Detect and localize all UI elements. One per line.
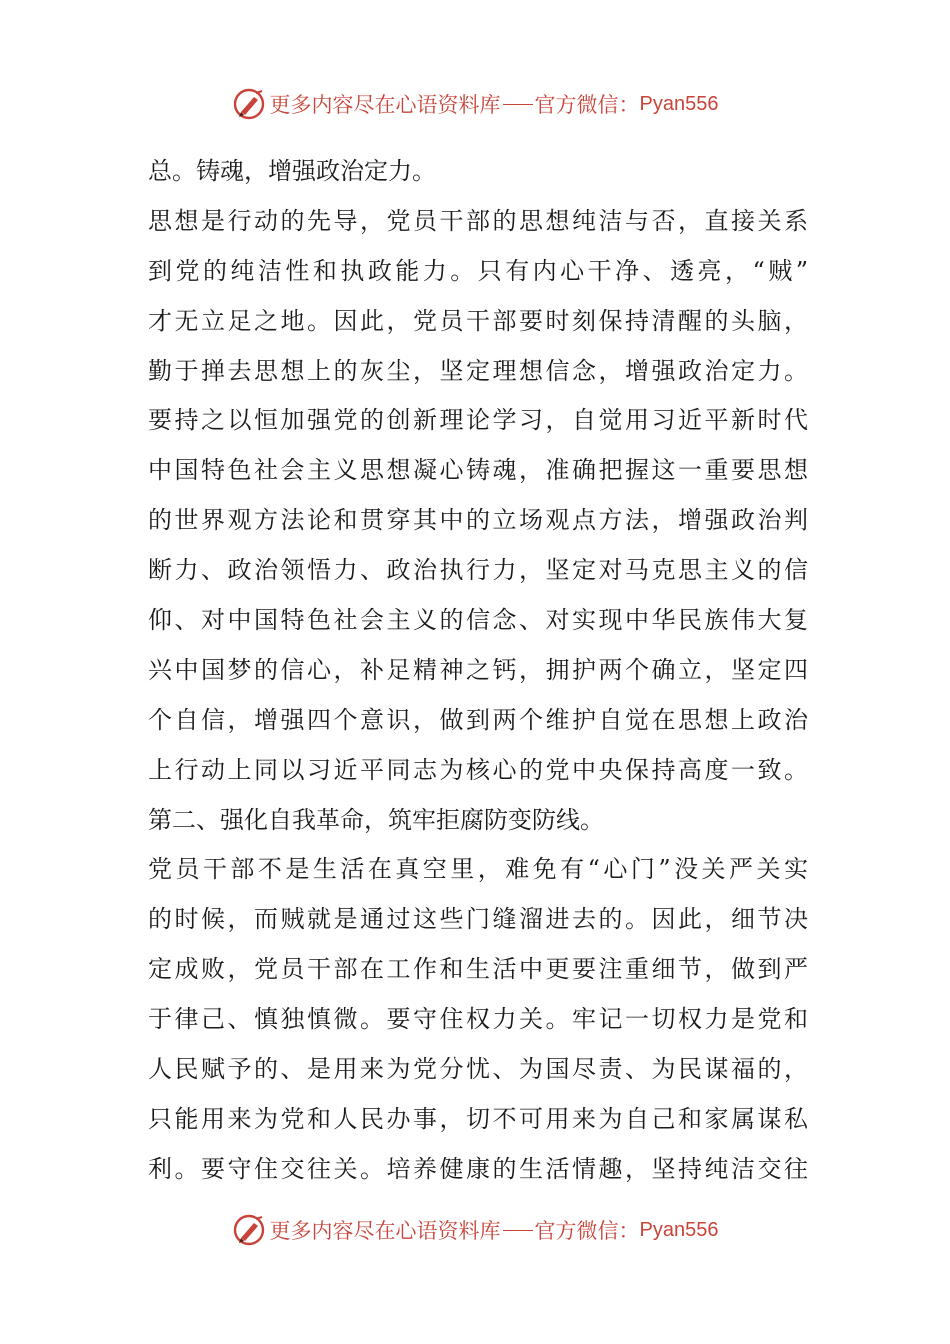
text-line: 个自信，增强四个意识，做到两个维护自觉在思想上政治 [148,705,808,734]
text-line: 的世界观方法论和贯穿其中的立场观点方法，增强政治判 [148,506,808,535]
text-line: 于律己、慎独慎微。要守住权力关。牢记一切权力是党和 [148,1005,808,1034]
footer-brand-text: 更多内容尽在心语资料库 [269,1219,501,1243]
text-line: 到党的纯洁性和执政能力。只有内心干净、透亮，“贼” [148,256,808,285]
text-line: 勤于掸去思想上的灰尘，坚定理想信念，增强政治定力。 [148,356,808,385]
text-line: 思想是行动的先导，党员干部的思想纯洁与否，直接关系 [148,206,808,235]
text-line: 只能用来为党和人民办事，切不可用来为自己和家属谋私 [148,1104,808,1133]
text-line: 党员干部不是生活在真空里，难免有“心门”没关严关实 [148,855,808,884]
text-line: 兴中国梦的信心，补足精神之钙，拥护两个确立，坚定四 [148,655,808,684]
text-line: 才无立足之地。因此，党员干部要时刻保持清醒的头脑， [148,306,808,335]
text-line: 仰、对中国特色社会主义的信念、对实现中华民族伟大复 [148,606,808,635]
header-banner [0,84,950,124]
header-brand-text: 更多内容尽在心语资料库 [269,93,501,117]
footer-dash [503,1230,533,1231]
footer-wechat-label: 官方微信： [534,1219,640,1243]
text-line: 上行动上同以习近平同志为核心的党中央保持高度一致。 [148,755,808,784]
text-line: 要持之以恒加强党的创新理论学习，自觉用习近平新时代 [148,406,808,435]
text-line: 总。铸魂，增强政治定力。 [148,157,436,185]
pen-logo-icon [232,1213,266,1247]
footer-banner [0,1210,950,1250]
text-line: 定成败，党员干部在工作和生活中更要注重细节，做到严 [148,955,808,984]
pen-logo-icon [232,87,266,121]
header-wechat-label: 官方微信： [534,93,640,117]
footer-wechat-id: Pyan556 [639,1218,719,1241]
text-line: 中国特色社会主义思想凝心铸魂，准确把握这一重要思想 [148,456,808,485]
text-line: 利。要守住交往关。培养健康的生活情趣，坚持纯洁交往 [148,1154,808,1183]
header-dash [503,104,533,105]
text-line: 的时候，而贼就是通过这些门缝溜进去的。因此，细节决 [148,905,808,934]
text-line: 人民赋予的、是用来为党分忧、为国尽责、为民谋福的， [148,1055,808,1084]
section-heading: 第二、强化自我革命，筑牢拒腐防变防线。 [148,805,604,834]
document-body [148,147,808,1195]
text-line: 断力、政治领悟力、政治执行力，坚定对马克思主义的信 [148,556,808,585]
header-wechat-id: Pyan556 [639,92,719,115]
